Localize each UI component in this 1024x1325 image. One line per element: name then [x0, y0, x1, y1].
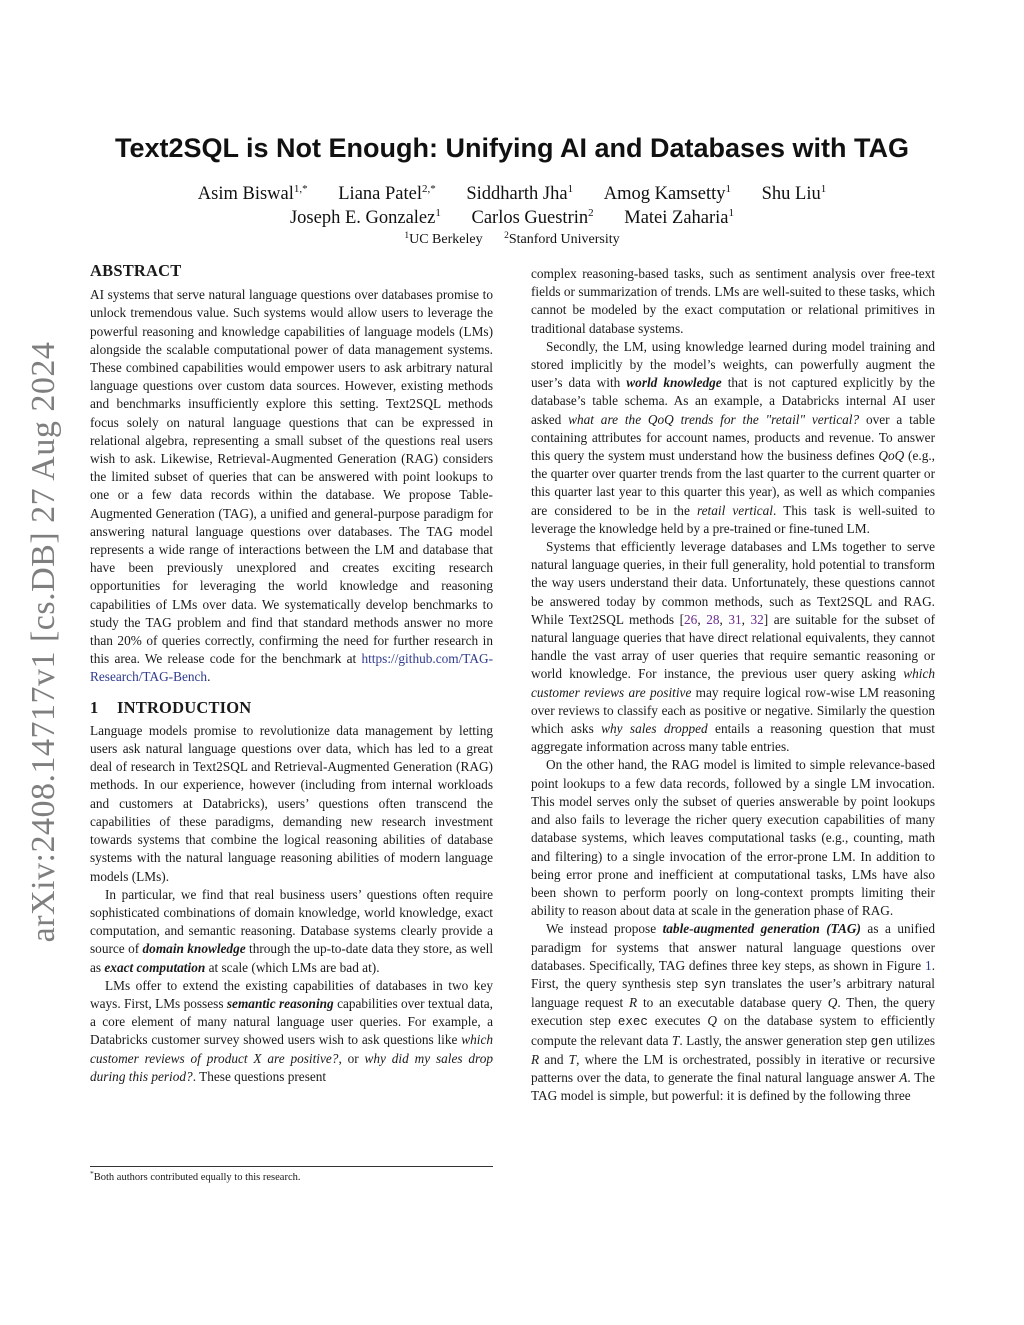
intro-paragraph-3: LMs offer to extend the existing capabilities of databases in two key ways. First, LMs possess semantic reasoning capabilities over textual data, a core element of many natural language user queries. For example, a Databricks customer survey showed users wish to ask questions like which customer reviews of product X are positive?, or why did my sales drop during this period?. These questions present — [90, 977, 494, 1084]
paper-title: Text2SQL is Not Enough: Unifying AI and Databases with TAG — [114, 133, 910, 163]
author: Shu Liu$^1$ — [761, 183, 827, 204]
abstract-heading: ABSTRACT — [90, 261, 182, 280]
intro-paragraph-2: In particular, we find that real business users’ questions often require sophisticated combinations of domain knowledge, world knowledge, exact computation, and semantic reasoning. Database systems clearly provide a source of domain knowledge through the up-to-date data they store, as well as exact computation at scale (which LMs are bad at). — [90, 886, 494, 975]
right-paragraph-3: Systems that efficiently leverage databases and LMs together to serve natural language queries, in their full generality, hold potential to transform the way users understand their data. Unfortunately, these questions cannot be answered today by common methods, such as Text2SQL and RAG. While Text2SQL methods [26, 28, 31, 32] are suitable for the subset of natural language queries that have direct relational equivalents, they cannot handle the vast array of user queries that require semantic reasoning or world knowledge. For instance, the previous user query asking which customer reviews are positive may require logical row-wise LM reasoning over reviews to classify each as positive or negative. Similarly the question which asks why sales dropped entails a reasoning question that must aggregate information across many table entries. — [531, 539, 936, 755]
benchmark-link[interactable]: https://github.com/TAG-Research/TAG-Bench — [90, 651, 493, 685]
right-column — [531, 265, 935, 1105]
author: Liana Patel$^{2,*}$ — [338, 183, 436, 204]
abstract-body: AI systems that serve natural language questions over databases promise to unlock tremendous value. Such systems would allow users to leverage the powerful reasoning and knowledge capabilities of language models (LMs) alongside the scalable computational power of data management systems. These combined capabilities would empower users to ask arbitrary natural language questions over custom data sources. However, existing methods and benchmarks insufficiently explore this setting. Text2SQL methods focus solely on natural language questions that can be expressed in relational algebra, representing a small subset of the questions real users wish to ask. Likewise, Retrieval-Augmented Generation (RAG) considers the limited subset of queries that can be answered with point lookups to one or a few data records within the database. We propose Table-Augmented Generation (TAG), a unified and general-purpose paradigm for answering natural language questions over databases. The TAG model represents a wide range of interactions between the LM and database that have been previously unexplored and creates exciting research opportunities for leveraging the world knowledge and reasoning capabilities of LMs over data. We systematically develop benchmarks to study the TAG problem and find that standard methods answer no more than 20% of queries correctly, confirming the need for further research in this area. We release code for the benchmark at https://github.com/TAG-Research/TAG-Bench. — [90, 287, 493, 685]
affiliations — [0, 232, 1024, 248]
left-column — [90, 262, 493, 1086]
author: Siddharth Jha$^1$ — [466, 183, 574, 204]
footnote: *Both authors contributed equally to this research. — [90, 1169, 301, 1183]
introduction-heading: 1 INTRODUCTION — [90, 697, 252, 717]
intro-paragraph-1: Language models promise to revolutionize data management by letting users ask natural language questions over data, which has led to a great deal of research in Text2SQL and Retrieval-Augmented Generation (RAG) methods. In our experience, however (including from internal workloads and customers at Databricks), users’ questions often transcend the capabilities of these paradigms, demanding new research investment towards systems that combine the logical reasoning abilities of database systems with the natural language reasoning abilities of modern language models (LMs). — [90, 722, 493, 884]
author: Joseph E. Gonzalez$^1$ — [289, 207, 441, 228]
affiliation: $^2$Stanford University — [504, 231, 620, 247]
right-paragraph-1: complex reasoning-based tasks, such as sentiment analysis over free-text fields or summarization of trends. LMs are well-suited to these tasks, which cannot be modeled by the exact computation or relational primitives in traditional database systems. — [531, 266, 935, 336]
right-paragraph-2: Secondly, the LM, using knowledge learned during model training and stored implicitly by the model’s weights, can powerfully augment the user’s data with world knowledge that is not captured explicitly by the database’s table schema. As an example, a Databricks internal AI user asked what are the QoQ trends for the "retail" vertical? over a table containing attributes for account names, products and revenue. To answer this query the system must understand how the business defines QoQ (e.g., the quarter over quarter trends from the last quarter to the current quarter or this quarter last year to this quarter this year), as well as which companies are considered to be in the retail vertical. This task is well-suited to leverage the knowledge held by a pre-trained or fine-tuned LM. — [531, 338, 935, 536]
author-list-row-2 — [0, 208, 1024, 229]
citation-link[interactable]: 31 — [728, 611, 742, 627]
citation-link[interactable]: 32 — [750, 611, 764, 627]
affiliation: $^1$UC Berkeley — [404, 231, 483, 247]
author: Carlos Guestrin$^2$ — [471, 207, 594, 228]
author: Matei Zaharia$^1$ — [624, 207, 735, 228]
right-paragraph-5: We instead propose table-augmented generation (TAG) as a unified paradigm for systems that answer natural language questions over databases. Specifically, TAG defines three key steps, as shown in Figure 1. First, the query synthesis step syn translates the user’s arbitrary natural language request R to an executable database query Q. Then, the query execution step exec executes Q on the database system to efficiently compute the relevant data T. Lastly, the answer generation step gen utilizes R and T, where the LM is orchestrated, possibly in iterative or recursive patterns over the data, to generate the final natural language answer A. The TAG model is simple, but powerful: it is defined by the following three — [531, 921, 936, 1104]
footnote-divider — [90, 1166, 493, 1167]
citation-link[interactable]: 28 — [706, 611, 720, 627]
author: Asim Biswal$^{1,*}$ — [197, 183, 308, 204]
right-paragraph-4: On the other hand, the RAG model is limited to simple relevance-based point lookups to a few data records, followed by a single LM invocation. This model serves only the subset of queries answerable by point lookups and also fails to leverage the richer query execution capabilities of many database systems, which leaves computational tasks (e.g., counting, math and filtering) to a single invocation of the error-prone LM. In addition to being error prone and inefficient at computational tasks, LMs have also been shown to perform poorly on long-context prompts limiting their ability to reason about data at scale in the generation phase of RAG. — [531, 757, 935, 919]
arxiv-identifier-text: arXiv:2408.14717v1 [cs.DB] 27 Aug 2024 — [25, 341, 62, 943]
author: Amog Kamsetty$^1$ — [603, 183, 731, 204]
citation-link[interactable]: 26 — [684, 611, 698, 627]
author-list-row-1 — [0, 184, 1024, 205]
figure-reference-link[interactable]: 1 — [925, 957, 932, 973]
